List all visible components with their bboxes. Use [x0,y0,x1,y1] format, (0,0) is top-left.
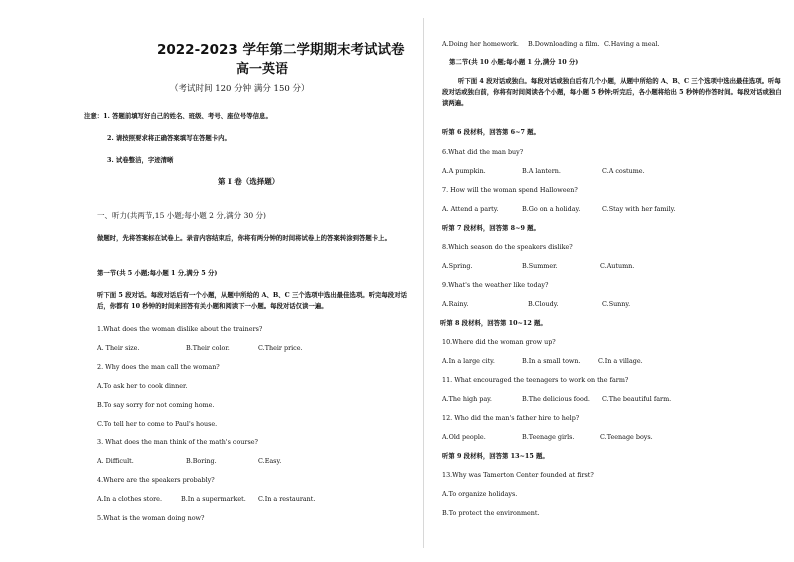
column-divider [423,18,424,548]
question-2-stem: 2. Why does the man call the woman? [97,363,220,371]
part1-title: 第 I 卷（选择题） [218,177,280,186]
material-9-label: 听第 9 段材料，回答第 13~15 题。 [442,452,549,460]
question-7-option-a: A. Attend a party. [442,205,499,213]
subsection1-title: 第一节(共 5 小题;每小题 1 分,满分 5 分) [97,269,218,277]
question-5-option-c: C.Having a meal. [604,40,660,48]
question-4-option-a: A.In a clothes store. [97,495,162,503]
subsection2-instruction: 听下面 4 段对话或独白。每段对话或独白后有几个小题，从题中所给的 A、B、C 三个选项中选出最佳选项。听每段对话或独白前，你将有时间阅读各个小题，每小题 5 秒钟;听完后，各小题将给出 5 秒钟的作答时间。每段对话或独白读两遍。 [442,77,782,107]
question-4-stem: 4.Where are the speakers probably? [97,476,215,484]
question-10-stem: 10.Where did the woman grow up? [442,338,556,346]
question-6-stem: 6.What did the man buy? [442,148,524,156]
question-4-option-c: C.In a restaurant. [258,495,316,503]
exam-info: （考试时间 120 分钟 满分 150 分） [170,84,310,94]
question-1-option-c: C.Their price. [258,344,303,352]
section1-title: 一、听力(共两节,15 小题;每小题 2 分,满分 30 分) [97,211,266,220]
question-12-option-a: A.Old people. [442,433,486,441]
question-11-option-c: C.The beautiful farm. [602,395,672,403]
question-11-stem: 11. What encouraged the teenagers to work on the farm? [442,376,629,384]
question-7-option-c: C.Stay with her family. [602,205,676,213]
question-13-option-b: B.To protect the environment. [442,509,540,517]
question-8-option-b: B.Summer. [522,262,558,270]
question-9-option-c: C.Sunny. [602,300,631,308]
question-6-option-b: B.A lantern. [522,167,561,175]
question-3-stem: 3. What does the man think of the math's course? [97,438,258,446]
question-9-stem: 9.What's the weather like today? [442,281,549,289]
question-1-stem: 1.What does the woman dislike about the trainers? [97,325,263,333]
question-10-option-c: C.In a village. [598,357,643,365]
question-5-stem: 5.What is the woman doing now? [97,514,205,522]
question-12-option-b: B.Teenage girls. [522,433,575,441]
question-9-option-b: B.Cloudy. [528,300,559,308]
question-8-option-c: C.Autumn. [600,262,635,270]
question-1-option-b: B.Their color. [186,344,230,352]
question-2-option-c: C.To tell her to come to Paul's house. [97,420,218,428]
question-9-option-a: A.Rainy. [442,300,469,308]
material-8-label: 听第 8 段材料，回答第 10~12 题。 [440,319,547,327]
question-6-option-c: C.A costume. [602,167,645,175]
question-10-option-a: A.In a large city. [442,357,495,365]
question-2-option-a: A.To ask her to cook dinner. [97,382,188,390]
question-3-option-a: A. Difficult. [97,457,134,465]
question-12-option-c: C.Teenage boys. [600,433,653,441]
question-11-option-b: B.The delicious food. [522,395,590,403]
question-12-stem: 12. Who did the man's father hire to help? [442,414,580,422]
exam-title: 2022-2023 学年第二学期期末考试试卷 [157,42,405,58]
material-6-label: 听第 6 段材料，回答第 6~7 题。 [442,128,540,136]
question-5-option-b: B.Downloading a film. [528,40,600,48]
exam-subject: 高一英语 [236,62,289,77]
question-11-option-a: A.The high pay. [442,395,492,403]
question-5-option-a: A.Doing her homework. [442,40,519,48]
subsection2-title: 第二节(共 10 小题;每小题 1 分,满分 10 分) [449,58,579,66]
material-7-label: 听第 7 段材料，回答第 8~9 题。 [442,224,540,232]
question-8-option-a: A.Spring. [442,262,473,270]
question-7-option-b: B.Go on a holiday. [522,205,581,213]
note-2: 2. 请按照要求将正确答案填写在答题卡内。 [107,134,231,142]
question-7-stem: 7. How will the woman spend Halloween? [442,186,578,194]
question-3-option-c: C.Easy. [258,457,282,465]
question-10-option-b: B.In a small town. [522,357,581,365]
note-3: 3. 试卷整洁，字迹清晰 [107,156,174,164]
subsection1-instruction: 听下面 5 段对话。每段对话后有一个小题，从题中所给的 A、B、C 三个选项中选出最佳选项。听完每段对话后，你都有 10 秒钟的时间来回答有关小题和阅读下一小题。每段对话仅读一遍。 [97,291,407,310]
question-8-stem: 8.Which season do the speakers dislike? [442,243,573,251]
listening-instruction: 做题时，先将答案标在试卷上。录音内容结束后，你将有两分钟的时间将试卷上的答案转涂到答题卡上。 [97,234,391,242]
question-4-option-b: B.In a supermarket. [181,495,246,503]
question-3-option-b: B.Boring. [186,457,217,465]
question-13-option-a: A.To organize holidays. [442,490,518,498]
note-1: 注意：1. 答题前填写好自己的姓名、班级、考号、座位号等信息。 [84,112,272,120]
question-13-stem: 13.Why was Tamerton Center founded at first? [442,471,594,479]
question-6-option-a: A.A pumpkin. [442,167,486,175]
question-2-option-b: B.To say sorry for not coming home. [97,401,215,409]
question-1-option-a: A. Their size. [97,344,140,352]
